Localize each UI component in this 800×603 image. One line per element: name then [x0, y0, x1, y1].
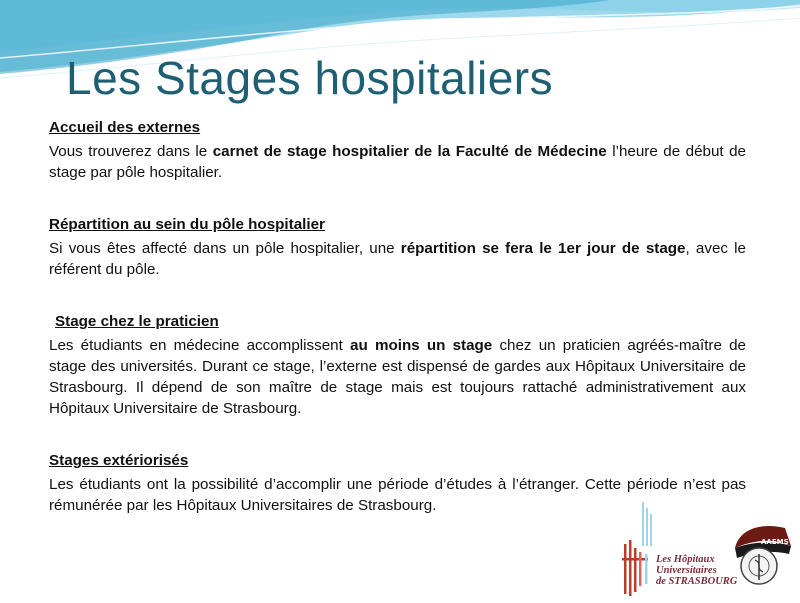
text-run: Les étudiants en médecine accomplissent: [49, 337, 351, 354]
section-heading: Accueil des externes: [49, 119, 201, 136]
text-run: Vous trouverez dans le: [49, 143, 213, 160]
text-run: Les étudiants ont la possibilité d’accomplir une période d’études à l’étranger. Cette période n’est pas rémunérée par les Hôpitaux Universitaires de Strasbourg.: [49, 476, 746, 514]
section-heading: Répartition au sein du pôle hospitalier: [49, 216, 325, 233]
section-heading: Stages extériorisés: [49, 452, 189, 469]
text-run: , avec le référent du pôle.: [49, 240, 746, 278]
hus-line: Universitaires: [656, 565, 717, 576]
hus-logo: [620, 502, 738, 598]
section-paragraph: [49, 238, 746, 280]
section-heading: Stage chez le praticien: [55, 313, 219, 330]
hus-line: Les Hôpitaux: [656, 554, 715, 565]
slide-title: Les Stages hospitaliers: [66, 52, 554, 104]
section-paragraph: [49, 141, 746, 183]
section-repartition: [49, 214, 746, 280]
section-paragraph: [49, 335, 746, 419]
aaems-emblem-icon: [733, 520, 793, 590]
aaems-text: AAEMS: [761, 538, 789, 546]
aaems-logo: [733, 520, 793, 590]
text-run: Si vous êtes affecté dans un pôle hospitalier, une: [49, 240, 401, 257]
text-run-bold: carnet de stage hospitalier de la Faculté de Médecine: [212, 143, 607, 160]
text-run: chez un praticien agréés-maître de stage des universités. Durant ce stage, l’externe est dispensé de gardes aux Hôpitaux Universitaire de Strasbourg. Il dépend de son maître de stage mais est toujours rattaché administrativement aux Hôpitaux Universitaire de Strasbourg.: [49, 337, 746, 417]
hus-line: de STRASBOURG: [656, 576, 738, 587]
section-accueil: [49, 117, 746, 183]
text-run: l’heure de début de stage par pôle hospitalier.: [49, 143, 746, 181]
hus-logo-text: [656, 554, 737, 587]
section-praticien: [49, 311, 746, 419]
slide-content: [49, 117, 746, 547]
text-run-bold: au moins un stage: [350, 337, 493, 354]
text-run-bold: répartition se fera le 1er jour de stage: [400, 240, 686, 257]
